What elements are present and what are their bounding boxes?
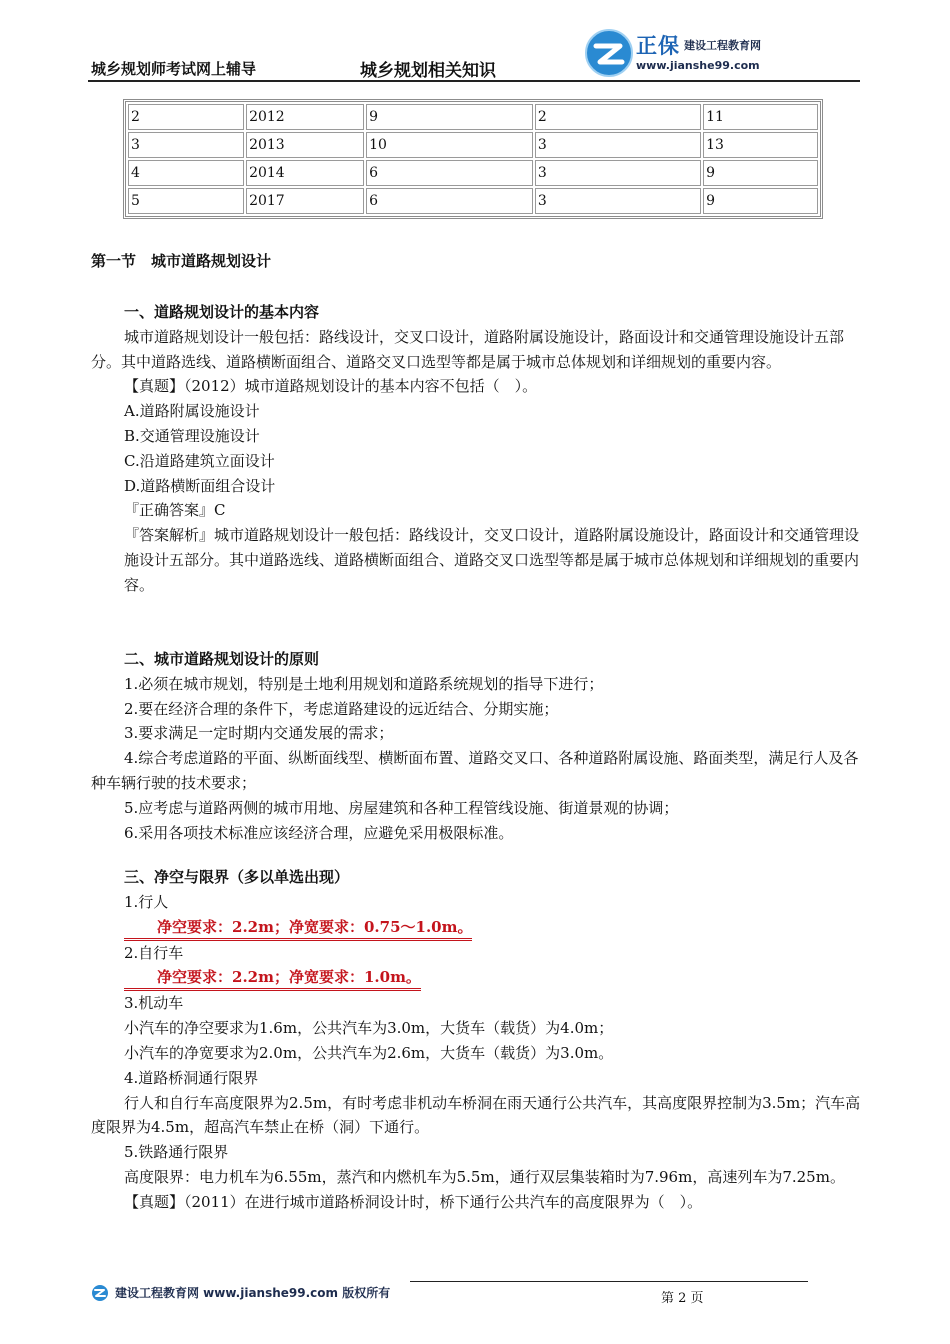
footer-logo-icon — [91, 1284, 109, 1302]
page-number: 第 2 页 — [661, 1291, 704, 1306]
part2-item-3: 3.要求满足一定时期内交通发展的需求； — [124, 724, 394, 743]
part3-question: 【真题】（2011）在进行城市道路桥洞设计时，桥下通行公共汽车的高度限界为（ ）。 — [124, 1192, 703, 1211]
part1-option-c: C.沿道路建筑立面设计 — [124, 451, 275, 470]
table-cell: 6 — [366, 160, 533, 186]
part1-question: 【真题】（2012）城市道路规划设计的基本内容不包括（ ）。 — [124, 377, 538, 396]
header-left-title: 城乡规划师考试网上辅导 — [91, 60, 257, 78]
part1-body: 城市道路规划设计一般包括：路线设计，交叉口设计，道路附属设施设计，路面设计和交通管理设施设计五部分。其中道路选线、道路横断面组合、道路交叉口选型等都是属于城市总体规划和详细规划的重要内容。 — [91, 327, 845, 371]
pedestrian-requirement: 净空要求：2.2m；净宽要求：0.75～1.0m。 — [124, 917, 472, 941]
table-cell: 3 — [535, 188, 701, 214]
part1-heading: 一、道路规划设计的基本内容 — [124, 303, 320, 321]
table-cell: 4 — [128, 160, 244, 186]
header-divider — [88, 80, 860, 82]
table-cell: 11 — [703, 104, 818, 130]
part1-answer: 『正确答案』C — [124, 501, 226, 520]
table-row — [128, 188, 818, 214]
motor-line-2: 小汽车的净宽要求为2.0m，公共汽车为2.6m，大货车（载货）为3.0m。 — [124, 1043, 614, 1062]
brand-logo[interactable] — [584, 24, 844, 80]
part2-item-2: 2.要在经济合理的条件下，考虑道路建设的远近结合、分期实施； — [124, 699, 559, 718]
bicycle-label: 2.自行车 — [124, 943, 184, 962]
part1-option-d: D.道路横断面组合设计 — [124, 476, 276, 495]
part2-heading: 二、城市道路规划设计的原则 — [124, 650, 320, 668]
part2-item-5: 5.应考虑与道路两侧的城市用地、房屋建筑和各种工程管线设施、街道景观的协调； — [124, 798, 679, 817]
table-cell: 9 — [703, 160, 818, 186]
table-cell: 2012 — [246, 104, 364, 130]
part2-block — [91, 647, 861, 845]
table-cell: 5 — [128, 188, 244, 214]
table-cell: 2017 — [246, 188, 364, 214]
part3-heading: 三、净空与限界（多以单选出现） — [124, 868, 350, 886]
bridge-label: 4.道路桥洞通行限界 — [124, 1068, 259, 1087]
bicycle-requirement: 净空要求：2.2m；净宽要求：1.0m。 — [124, 967, 421, 991]
logo-emblem-icon — [584, 28, 634, 78]
table-row — [128, 104, 818, 130]
table-cell: 2 — [535, 104, 701, 130]
bridge-text: 行人和自行车高度限界为2.5m，有时考虑非机动车桥洞在雨天通行公共汽车，其高度限界控制为3.5m；汽车高度限界为4.5m，超高汽车禁止在桥（洞）下通行。 — [91, 1093, 861, 1137]
logo-tagline: 建设工程教育网 — [684, 39, 761, 52]
stats-table — [123, 99, 823, 219]
table-cell: 9 — [703, 188, 818, 214]
part3-block — [91, 865, 861, 1215]
table-cell: 2 — [128, 104, 244, 130]
rail-label: 5.铁路通行限界 — [124, 1143, 229, 1162]
motor-label: 3.机动车 — [124, 994, 184, 1013]
table-row — [128, 132, 818, 158]
part2-item-4: 4.综合考虑道路的平面、纵断面线型、横断面布置、道路交叉口、各种道路附属设施、路面类型，满足行人及各种车辆行驶的技术要求； — [91, 749, 859, 792]
part1-option-b: B.交通管理设施设计 — [124, 426, 260, 445]
table-cell: 2014 — [246, 160, 364, 186]
part2-item-6: 6.采用各项技术标准应该经济合理，应避免采用极限标准。 — [124, 823, 514, 842]
table-cell: 13 — [703, 132, 818, 158]
table-row — [128, 160, 818, 186]
logo-url: www.jianshe99.com — [636, 59, 760, 72]
table-cell: 9 — [366, 104, 533, 130]
table-cell: 3 — [128, 132, 244, 158]
footer-copyright: 建设工程教育网 www.jianshe99.com 版权所有 — [115, 1286, 391, 1300]
section-title: 第一节 城市道路规划设计 — [91, 252, 272, 270]
part1-block — [91, 300, 861, 598]
header-center-title: 城乡规划相关知识 — [360, 61, 496, 81]
table-cell: 6 — [366, 188, 533, 214]
table-cell: 3 — [535, 132, 701, 158]
rail-text: 高度限界：电力机车为6.55m，蒸汽和内燃机车为5.5m，通行双层集装箱时为7.96m，高速列车为7.25m。 — [124, 1167, 845, 1186]
part2-item-1: 1.必须在城市规划，特别是土地利用规划和道路系统规划的指导下进行； — [124, 674, 604, 693]
part1-option-a: A.道路附属设施设计 — [124, 402, 260, 421]
logo-brand-text: 正保 — [636, 34, 680, 58]
pedestrian-label: 1.行人 — [124, 892, 169, 911]
motor-line-1: 小汽车的净空要求为1.6m，公共汽车为3.0m，大货车（载货）为4.0m； — [124, 1019, 614, 1038]
table-cell: 10 — [366, 132, 533, 158]
footer-divider — [410, 1281, 808, 1282]
table-cell: 2013 — [246, 132, 364, 158]
table-cell: 3 — [535, 160, 701, 186]
part1-analysis: 『答案解析』城市道路规划设计一般包括：路线设计，交叉口设计，道路附属设施设计，路面设计和交通管理设施设计五部分。其中道路选线、道路横断面组合、道路交叉口选型等都是属于城市总体规划和详细规划的重要内容。 — [124, 526, 860, 594]
